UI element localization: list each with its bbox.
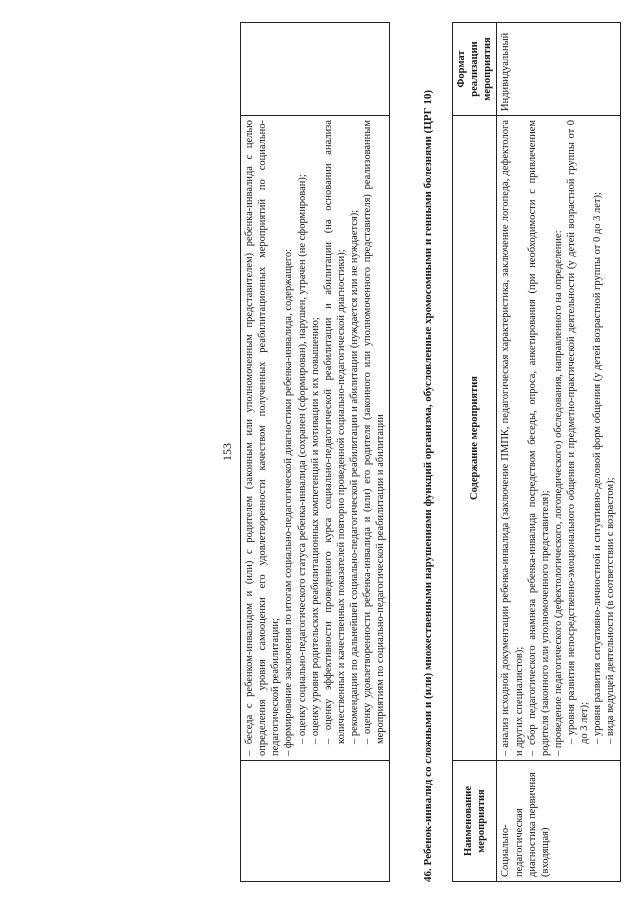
list-subitem: – уровня развития ситуативно-личностной и ситуативно-деловой форм общения (у детей возрастной группы от 0 до 3 лет); (592, 192, 604, 744)
continuation-table (240, 22, 390, 882)
list-subitem: – рекомендации по дальнейшей социально-педагогической реабилитации и абилитации (нуждается или не нуждается); (349, 209, 360, 744)
list-subitem: – оценку уровня родительских реабилитационных компетенций и мотивации к их повышению; (309, 317, 321, 744)
page-number: 153 (220, 443, 234, 461)
empty-format-cell (241, 23, 390, 116)
list-item: – анализ исходной документации ребенка-инвалида (заключение ПМПК, педагогическая характеристика, заключение логопеда, дефектолога и других специалистов); (500, 120, 525, 756)
list-item: – формирование заключения по итогам социально-педагогической диагностики ребенка-инвалида, содержащего: (283, 248, 295, 756)
empty-name-cell (241, 761, 390, 882)
list-subitem: – оценку социально-педагогического статуса ребенка-инвалида (сохранен (сформирован), нарушен, утрачен (не сформирован); (296, 174, 308, 744)
column-header-name: Наименование мероприятия (453, 761, 497, 882)
list-item: – беседа с ребенком-инвалидом и (или) с родителем (законным или уполномоченным представителем) ребенка-инвалида с целью определения уровня самооценки его удовлетворенности качеством полученных реабилитационных мероприятий по социально-педагогической реабилитации; (244, 120, 282, 756)
activity-table (452, 22, 621, 882)
table-row (241, 23, 390, 882)
table-header-row (453, 23, 497, 882)
section-heading: 46. Ребенок-инвалид со сложными и (или) множественными нарушениями функций организма, обусловленные хромосомными и генными болезнями (ЦРГ 10) (422, 89, 434, 882)
table-row (497, 23, 620, 882)
content-cell (241, 116, 390, 761)
activity-format-cell: Индивидуальный (497, 23, 620, 116)
list-subitem: – уровня развития непосредственно-эмоционального общения и предметно-практической деятельности (у детей возрастной группы от 0 до 3 лет); (566, 120, 591, 744)
list-subitem: – оценку удовлетворенности ребенка-инвалида и (или) его родителя (законного или уполномоченного представителя) реализованным мероприятиям по социально-педагогической реабилитации и абилитации (362, 120, 387, 744)
activity-name-cell: Социально-педагогическая диагностика первичная (входящая) (497, 761, 620, 882)
rotated-page-content (40, 22, 617, 882)
list-item: – проведение педагогического (дефектологического, логопедического) обследования, направленного на определение: (552, 230, 564, 756)
column-header-content: Содержание мероприятия (453, 116, 497, 761)
column-header-format: Формат реализации мероприятия (453, 23, 497, 116)
list-subitem: – оценку эффективности проведенного курса социально-педагогической реабилитации и абилитации (на основании анализа количественных и качественных показателей повторно проведенной социально-педагогической диагностики); (322, 120, 347, 744)
list-item: – сбор педагогического анамнеза ребенка-инвалида посредством беседы, опроса, анкетирования (при необходимости с привлечением родителя (законного или уполномоченного представителя); (526, 120, 551, 756)
activity-content-cell (497, 116, 620, 761)
list-subitem: – вида ведущей деятельности (в соответствии с возрастом); (605, 477, 617, 744)
